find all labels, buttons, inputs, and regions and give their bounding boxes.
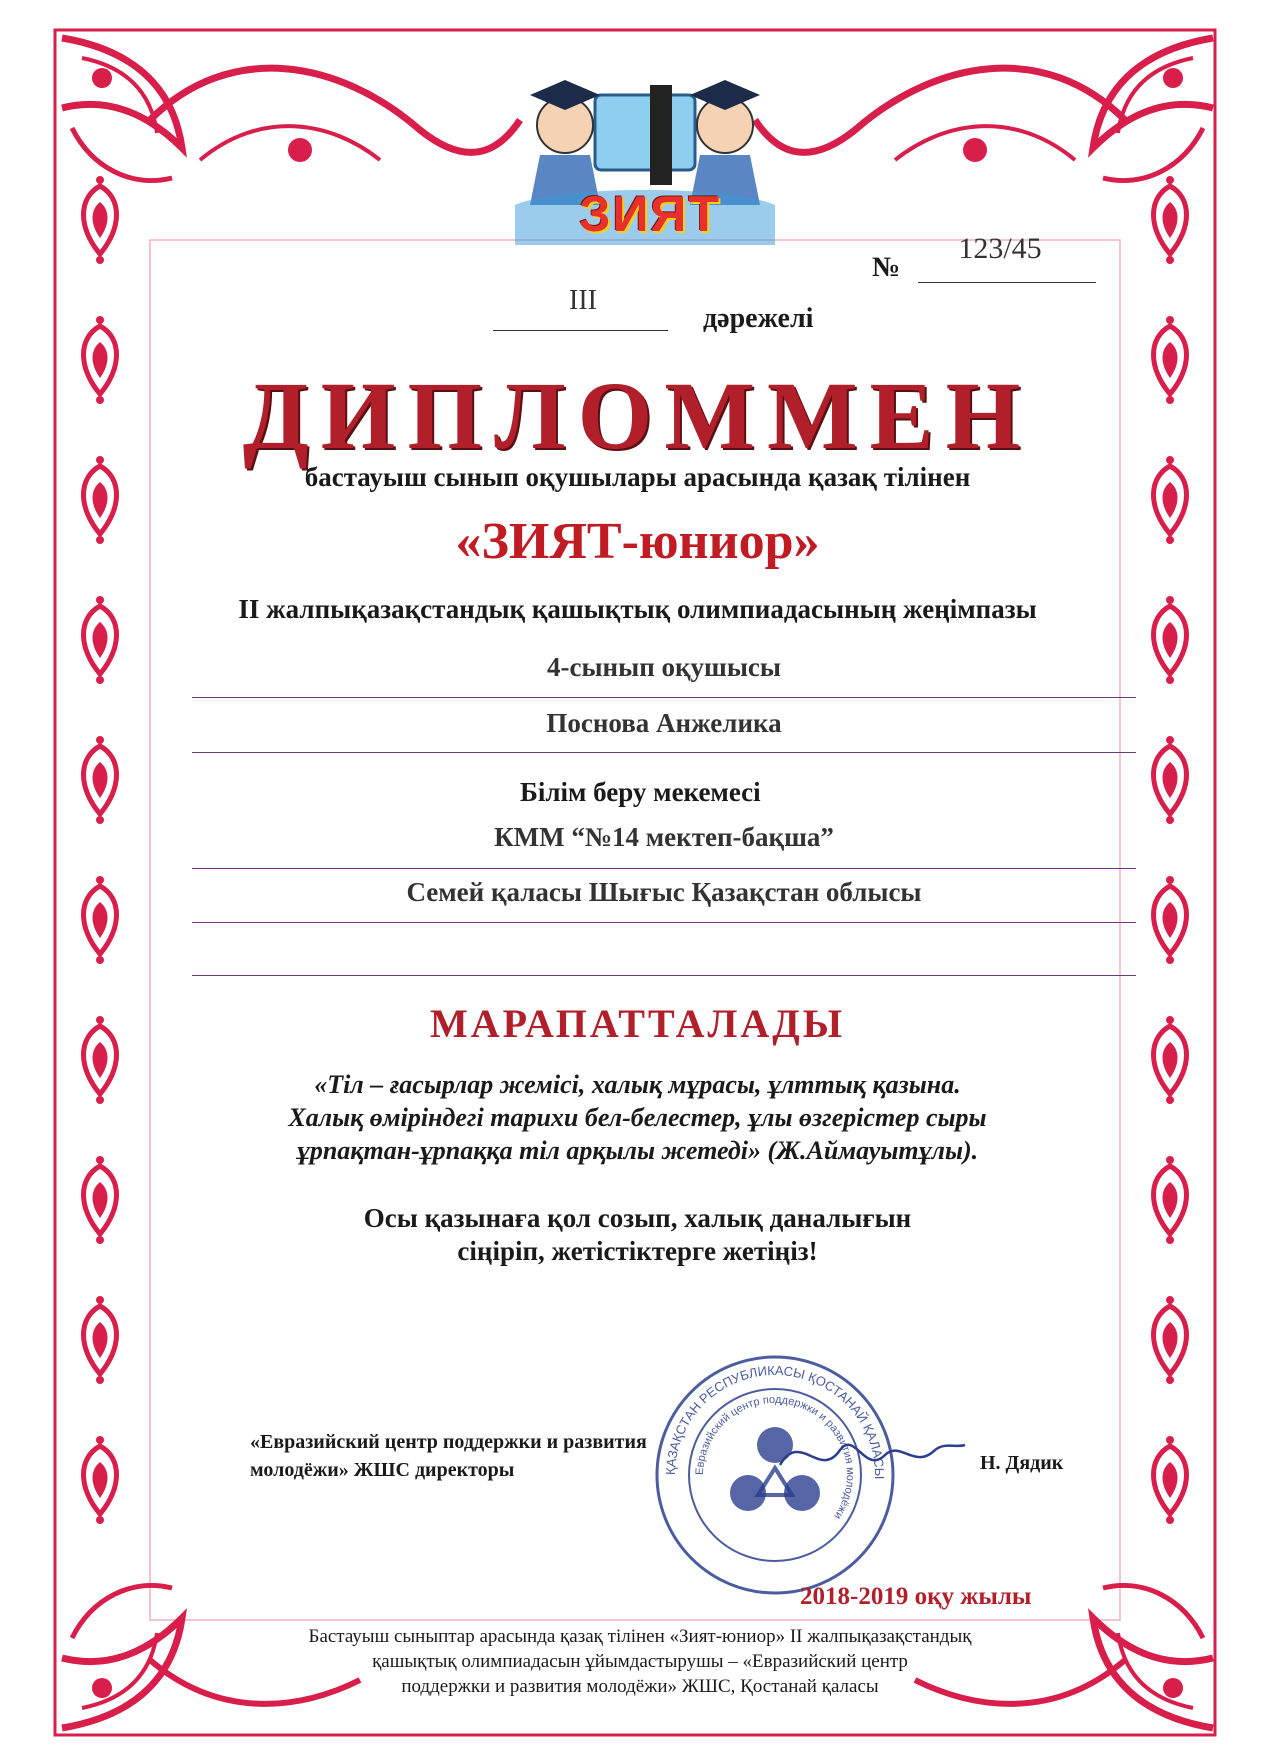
number-value: 123/45 [958, 232, 1042, 265]
number-label: № [872, 252, 901, 283]
wish-line: Осы қазынаға қол созып, халық даналығын [363, 1203, 912, 1233]
grade-field: 4-сынып оқушысы [547, 652, 781, 682]
grade-underline [192, 697, 1136, 698]
footer-note [240, 1624, 1040, 1699]
institution-underline [192, 868, 1136, 869]
signatory-organization [250, 1428, 770, 1484]
student-name-underline [192, 752, 1136, 753]
degree-value: III [569, 285, 597, 316]
quote-line: ұрпақтан-ұрпаққа тіл арқылы жетеді» (Ж.Аймауытұлы). [296, 1136, 979, 1165]
city-underline [192, 922, 1136, 923]
wish-block [200, 1202, 1075, 1268]
diploma-title: ДИПЛОММЕН [242, 362, 1033, 469]
institution-label: Білім беру мекемесі [520, 777, 761, 807]
footer-line: қашықтық олимпиадасын ұйымдастырушы – «Евразийский центр [372, 1651, 908, 1672]
student-name-field: Поснова Анжелика [546, 708, 782, 738]
handwritten-signature [770, 1420, 970, 1490]
city-field: Семей қаласы Шығыс Қазақстан облысы [406, 877, 922, 907]
number-underline [918, 282, 1096, 283]
signatory-name: Н. Дядик [980, 1452, 1064, 1474]
ziyat-logo [500, 55, 790, 255]
quote-line: «Тіл – ғасырлар жемісі, халық мұрасы, ұлттық қазына. [314, 1070, 961, 1099]
signatory-line: «Евразийский центр поддержки и развития [250, 1431, 647, 1453]
award-heading: МАРАПАТТАЛАДЫ [429, 1001, 846, 1046]
subtitle: бастауыш сынып оқушылары арасында қазақ тілінен [304, 462, 971, 492]
footer-line: поддержки и развития молодёжи» ЖШС, Қостанай қаласы [401, 1676, 879, 1697]
wish-line: сіңіріп, жетістіктерге жетіңіз! [457, 1236, 818, 1266]
degree-underline [493, 330, 668, 331]
blank-underline [192, 975, 1136, 976]
olympiad-description: ІІ жалпықазақстандық қашықтық олимпиадасының жеңімпазы [238, 594, 1037, 624]
olympiad-name: «ЗИЯТ-юниор» [455, 513, 820, 570]
degree-label: дәрежелі [703, 303, 814, 334]
logo-word: ЗИЯТ [579, 186, 721, 242]
seal-outer-text: ҚАЗАҚСТАН РЕСПУБЛИКАСЫ ҚОСТАНАЙ ҚАЛАСЫ [662, 1362, 888, 1480]
footer-line: Бастауыш сыныптар арасында қазақ тілінен «Зият-юниор» ІІ жалпықазақстандық [308, 1626, 972, 1647]
quote-block [200, 1068, 1075, 1167]
quote-line: Халық өміріндегі тарихи бел-белестер, ұлы өзгерістер сыры [288, 1103, 987, 1132]
academic-year: 2018-2019 оқу жылы [800, 1583, 1032, 1610]
institution-field: КММ “№14 мектеп-бақша” [494, 822, 834, 852]
signatory-line: молодёжи» ЖШС директоры [250, 1459, 515, 1481]
seal-inner-text: Евразийский центр поддержки и развития молодёжи [693, 1393, 857, 1522]
